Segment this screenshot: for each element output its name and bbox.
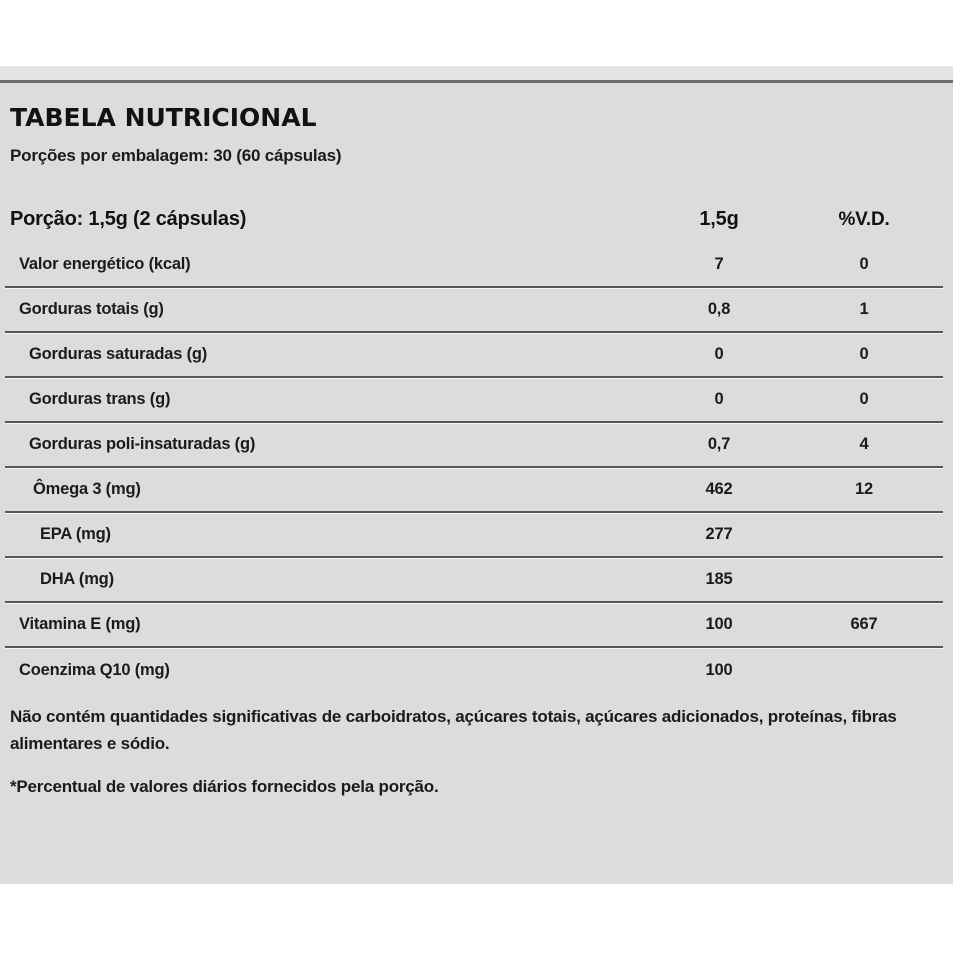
amount-value: 0 <box>714 390 724 408</box>
dv-value: 0 <box>859 345 869 363</box>
nutrient-label: Ômega 3 (mg) <box>33 480 141 498</box>
dv-value: 4 <box>859 435 869 453</box>
dv-value: 1 <box>859 300 869 318</box>
nutrition-facts-panel <box>0 66 953 884</box>
amount-value: 0 <box>714 345 724 363</box>
table-row <box>5 378 943 423</box>
amount-value: 7 <box>714 255 724 273</box>
dv-value: 667 <box>850 615 878 633</box>
dv-value: 0 <box>859 255 869 273</box>
amount-value: 0,8 <box>707 300 731 318</box>
nutrient-label: EPA (mg) <box>40 525 111 543</box>
table-row <box>5 243 943 288</box>
nutrient-label: Gorduras totais (g) <box>19 300 164 318</box>
amount-column-header: 1,5g <box>699 208 739 230</box>
amount-value: 0,7 <box>707 435 731 453</box>
table-row <box>5 288 943 333</box>
table-row <box>5 648 943 693</box>
dv-value: 0 <box>859 390 869 408</box>
nutrient-label: Gorduras saturadas (g) <box>29 345 208 363</box>
amount-value: 462 <box>705 480 733 498</box>
nutrient-label: Vitamina E (mg) <box>19 615 141 633</box>
percent-daily-value-note: *Percentual de valores diários fornecidos pela porção. <box>10 777 439 796</box>
table-row <box>5 423 943 468</box>
amount-value: 185 <box>705 570 733 588</box>
amount-value: 277 <box>705 525 733 543</box>
table-row <box>5 468 943 513</box>
table-row <box>5 603 943 648</box>
dv-value: 12 <box>855 480 873 498</box>
panel-top-rule <box>0 66 953 83</box>
table-row <box>5 333 943 378</box>
nutrient-label: Valor energético (kcal) <box>19 255 191 273</box>
page-title: TABELA NUTRICIONAL <box>10 103 317 132</box>
serving-size-label: Porção: 1,5g (2 cápsulas) <box>10 208 247 230</box>
amount-value: 100 <box>705 661 733 679</box>
table-header-row <box>5 196 943 243</box>
nutrient-label: DHA (mg) <box>40 570 114 588</box>
table-row <box>5 513 943 558</box>
nutrient-label: Gorduras poli-insaturadas (g) <box>29 435 256 453</box>
nutrient-label: Coenzima Q10 (mg) <box>19 661 170 679</box>
table-body <box>5 243 943 693</box>
servings-per-package: Porções por embalagem: 30 (60 cápsulas) <box>10 146 342 165</box>
amount-value: 100 <box>705 615 733 633</box>
table-row <box>5 558 943 603</box>
daily-value-column-header: %V.D. <box>838 208 890 230</box>
nutrient-label: Gorduras trans (g) <box>29 390 171 408</box>
nutrition-table <box>5 196 943 693</box>
no-significant-amounts-note: Não contém quantidades significativas de carboidratos, açúcares totais, açúcares adicionados, proteínas, fibras alimentares e sódio. <box>10 707 897 753</box>
